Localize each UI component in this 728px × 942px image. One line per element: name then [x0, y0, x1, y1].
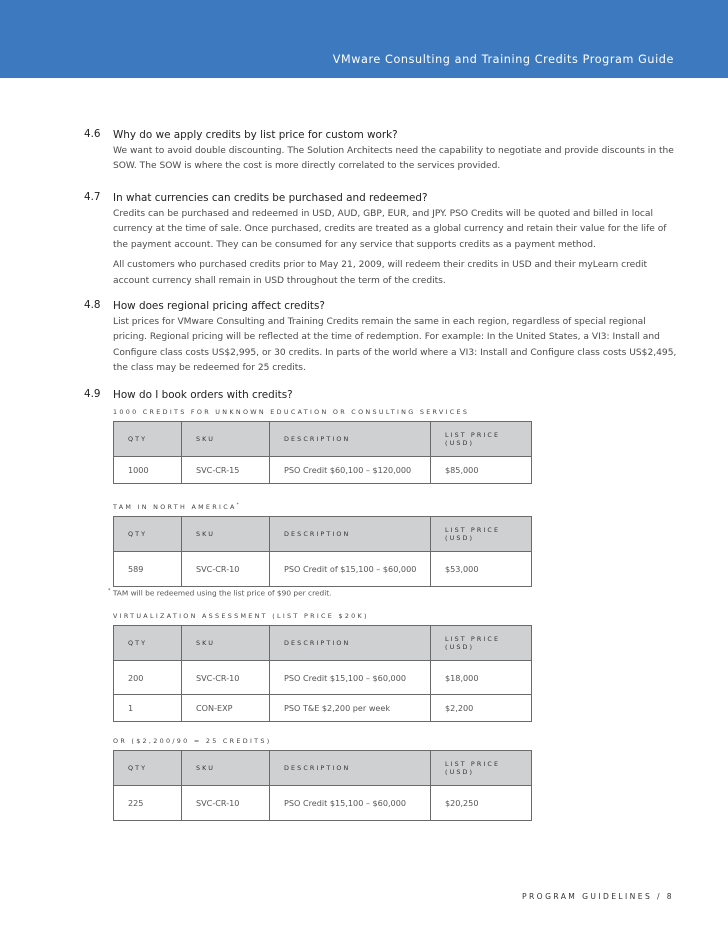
table-header-row [114, 422, 532, 457]
header-description: DESCRIPTION [270, 422, 431, 457]
table-row [114, 695, 532, 722]
section-answer: We want to avoid double discounting. The Solution Architects need the capability to negotiate and provide discounts in the SOW. The SOW is where the cost is more directly correlated to the services provided. [113, 145, 674, 171]
header-sku: SKU [182, 422, 270, 457]
table-label: VIRTUALIZATION ASSESSMENT (LIST PRICE $20K) [113, 612, 369, 620]
footnote-marker: * [108, 588, 111, 594]
header-band [0, 0, 728, 78]
order-table-unknown-services [113, 421, 532, 484]
header-qty: QTY [114, 422, 182, 457]
header-list-price: LIST PRICE (USD) [431, 422, 532, 457]
section-answer: Credits can be purchased and redeemed in USD, AUD, GBP, EUR, and JPY. PSO Credits will be quoted and billed in local currency at the time of sale. Once purchased, credits are treated as a global currency and retain their value for the life of the payment account. They can be consumed for any service that supports credits as a payment method. [113, 208, 667, 250]
table-row [114, 661, 532, 695]
table-row [114, 457, 532, 484]
cell-list-price: $20,250 [431, 786, 532, 821]
cell-description: PSO Credit $60,100 – $120,000 [270, 457, 431, 484]
footnote-marker: * [236, 503, 239, 508]
cell-list-price: $2,200 [431, 695, 532, 722]
section-number: 4.9 [84, 388, 101, 400]
table-label-text: TAM IN NORTH AMERICA [113, 503, 237, 512]
cell-description: PSO Credit of $15,100 – $60,000 [270, 552, 431, 587]
header-list-price: LIST PRICE (USD) [431, 751, 532, 786]
table-label: OR ($2,200/90 = 25 CREDITS) [113, 737, 272, 745]
cell-list-price: $53,000 [431, 552, 532, 587]
header-qty: QTY [114, 751, 182, 786]
table-row [114, 786, 532, 821]
table-footnote [108, 588, 332, 597]
header-qty: QTY [114, 626, 182, 661]
header-sku: SKU [182, 626, 270, 661]
table-header-row [114, 517, 532, 552]
cell-qty: 225 [114, 786, 182, 821]
cell-sku: SVC-CR-15 [182, 457, 270, 484]
cell-sku: SVC-CR-10 [182, 786, 270, 821]
table-header-row [114, 751, 532, 786]
table-label: 1000 CREDITS FOR UNKNOWN EDUCATION OR CONSULTING SERVICES [113, 408, 470, 416]
section-question: How do I book orders with credits? [113, 389, 293, 401]
section-question: In what currencies can credits be purchased and redeemed? [113, 192, 428, 204]
cell-sku: SVC-CR-10 [182, 552, 270, 587]
order-table-credit-conversion [113, 750, 532, 821]
section-number: 4.6 [84, 128, 101, 140]
section-answer: All customers who purchased credits prior to May 21, 2009, will redeem their credits in USD and their myLearn credit account currency shall remain in USD throughout the term of the credits. [113, 260, 648, 286]
cell-sku: SVC-CR-10 [182, 661, 270, 695]
cell-description: PSO T&E $2,200 per week [270, 695, 431, 722]
cell-qty: 200 [114, 661, 182, 695]
document-title: VMware Consulting and Training Credits Program Guide [332, 53, 674, 66]
header-list-price: LIST PRICE (USD) [431, 517, 532, 552]
table-row [114, 552, 532, 587]
section-number: 4.7 [84, 191, 101, 203]
cell-list-price: $18,000 [431, 661, 532, 695]
section-question: Why do we apply credits by list price for custom work? [113, 129, 398, 141]
order-table-virtualization-assessment [113, 625, 532, 722]
header-sku: SKU [182, 751, 270, 786]
cell-qty: 1000 [114, 457, 182, 484]
header-description: DESCRIPTION [270, 517, 431, 552]
cell-list-price: $85,000 [431, 457, 532, 484]
header-list-price: LIST PRICE (USD) [431, 626, 532, 661]
section-number: 4.8 [84, 299, 101, 311]
footnote-text: TAM will be redeemed using the list price of $90 per credit. [112, 588, 332, 598]
header-sku: SKU [182, 517, 270, 552]
section-answer: List prices for VMware Consulting and Training Credits remain the same in each region, regardless of special regional pricing. Regional pricing will be reflected at the time of redemption. For example: In the United States, a VI3: Install and Configure class costs US$2,995, or 30 credits. In parts of the world where a VI3: Install and Configure class costs US$2,495, the class may be redeemed for 25 credits. [113, 316, 677, 373]
cell-description: PSO Credit $15,100 – $60,000 [270, 786, 431, 821]
order-table-tam [113, 516, 532, 587]
page-footer: PROGRAM GUIDELINES / 8 [522, 892, 674, 901]
cell-sku: CON-EXP [182, 695, 270, 722]
header-description: DESCRIPTION [270, 626, 431, 661]
table-header-row [114, 626, 532, 661]
cell-description: PSO Credit $15,100 – $60,000 [270, 661, 431, 695]
header-qty: QTY [114, 517, 182, 552]
table-label [113, 503, 239, 511]
header-description: DESCRIPTION [270, 751, 431, 786]
section-question: How does regional pricing affect credits? [113, 300, 325, 312]
cell-qty: 1 [114, 695, 182, 722]
cell-qty: 589 [114, 552, 182, 587]
